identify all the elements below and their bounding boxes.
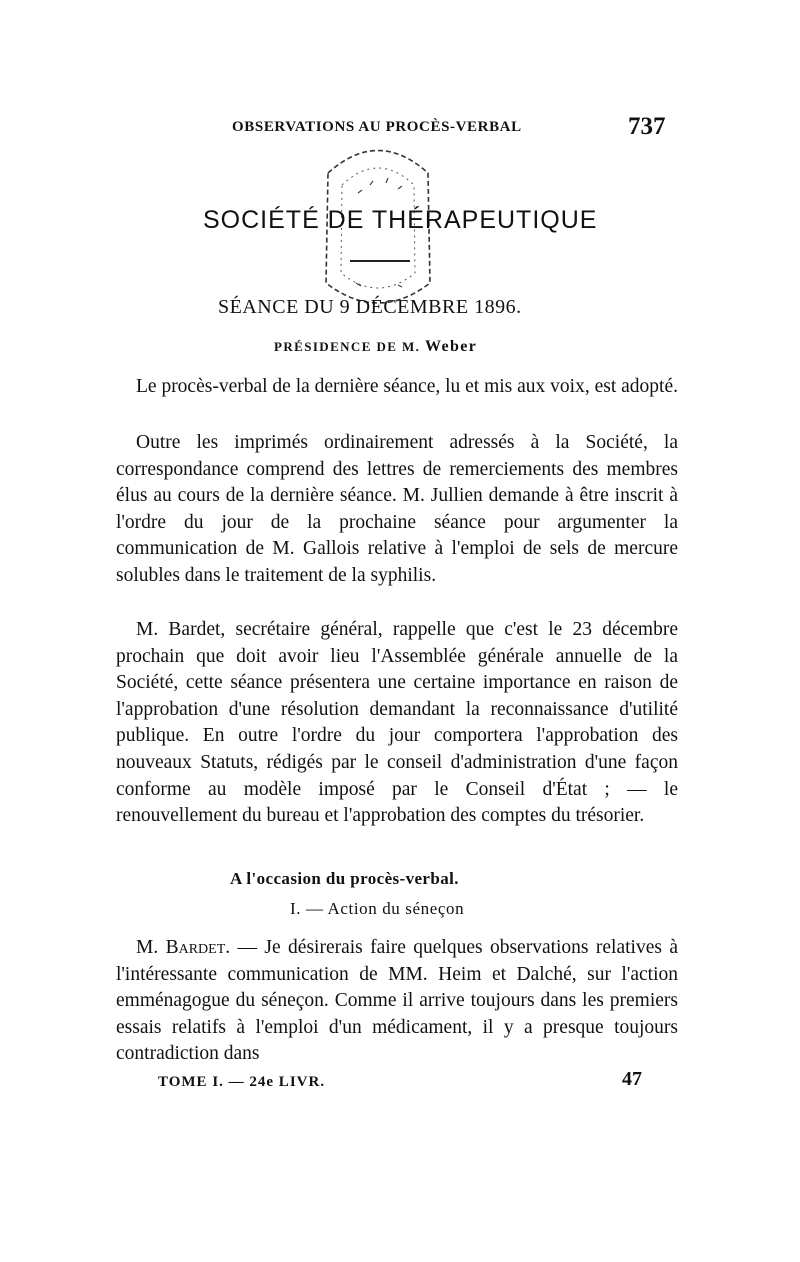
paragraph-bardet-text: — Je désirerais faire quelques observations relatives à l'intéressante communication de MM. Heim et Dalché, sur l'action emménagogue du séneçon. Comme il arrive toujours dans les premiers essais relatifs à l'emploi d'un médicament, il y a presque toujours contradiction dans: [116, 937, 679, 1065]
president-name: Weber: [424, 338, 478, 355]
section-heading: I. — Action du séneçon: [290, 899, 465, 918]
session-title: SÉANCE DU 9 DÉCEMBRE 1896.: [218, 296, 522, 318]
volume-signature: TOME I. — 24e LIVR.: [158, 1074, 326, 1090]
paragraph-assembly: M. Bardet, secrétaire général, rappelle que c'est le 23 décembre prochain que doit avoir lieu l'Assemblée générale annuelle de la Société, cette séance présentera une certaine importance en raison de l'approbation d'une résolution demandant la reconnaissance d'utilité publique. En outre l'ordre du jour comportera l'approbation des nouveaux Statuts, rédigés par le conseil d'administration d'une façon conforme au modèle imposé par le Conseil d'État ; — le renouvellement du bureau et l'approbation des comptes du trésorier.: [116, 619, 678, 827]
presidency-prefix: PRÉSIDENCE DE M.: [274, 339, 421, 354]
paragraph-bardet: [116, 935, 678, 1068]
speaker-name: M. Bardet.: [136, 937, 231, 958]
running-title: OBSERVATIONS AU PROCÈS-VERBAL: [232, 119, 522, 135]
paragraph-adoption: Le procès-verbal de la dernière séance, lu et mis aux voix, est adopté.: [136, 376, 678, 397]
presidency-line: [274, 338, 477, 356]
society-title: SOCIÉTÉ DE THÉRAPEUTIQUE: [203, 206, 598, 234]
paragraph-correspondence: Outre les imprimés ordinairement adressés à la Société, la correspondance comprend des lettres de remerciements des membres élus au cours de la dernière séance. M. Jullien demande à être inscrit à l'ordre du jour de la prochaine séance pour argumenter la communication de M. Gallois relative à l'emploi de sels de mercure solubles dans le traitement de la syphilis.: [116, 432, 678, 586]
subheading: A l'occasion du procès-verbal.: [230, 869, 459, 888]
sheet-number: 47: [622, 1068, 642, 1090]
page-number: 737: [628, 113, 666, 140]
page-footer: [0, 1068, 800, 1098]
